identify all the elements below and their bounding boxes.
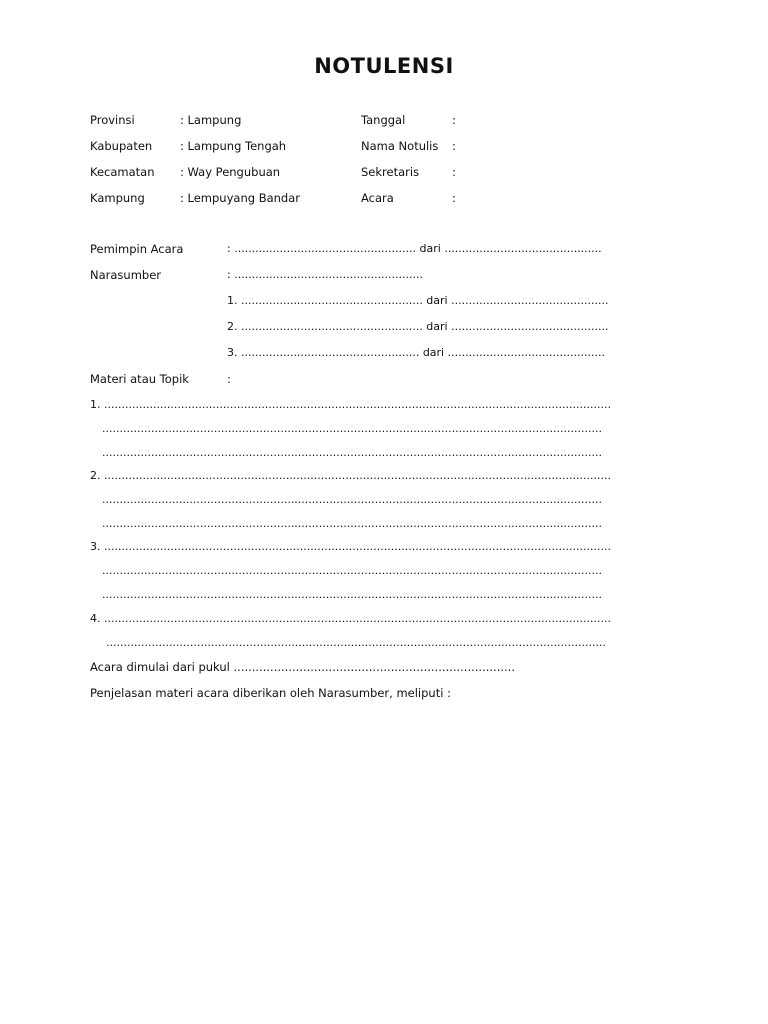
provinsi-value: : Lampung (180, 113, 242, 127)
kabupaten-value: : Lampung Tengah (180, 139, 287, 153)
penjelasan-line: Penjelasan materi acara diberikan oleh Narasumber, meliputi : (90, 686, 451, 700)
nama-notulis-label: Nama Notulis (361, 139, 439, 153)
materi-line-2: ............................................................................................................................................... (102, 422, 603, 435)
provinsi-label: Provinsi (90, 113, 135, 127)
kecamatan-label: Kecamatan (90, 165, 155, 179)
materi-line-1: 1. ................................................................................................................................................. (90, 398, 611, 411)
document-title: NOTULENSI (314, 54, 454, 78)
sekretaris-value: : (452, 165, 456, 179)
kabupaten-label: Kabupaten (90, 139, 153, 153)
kecamatan-value: : Way Pengubuan (180, 165, 281, 179)
materi-line-4: 2. ................................................................................................................................................. (90, 469, 611, 482)
materi-line-3: ............................................................................................................................................... (102, 446, 603, 459)
pemimpin-acara-label: Pemimpin Acara (90, 242, 184, 256)
acara-label: Acara (361, 191, 394, 205)
materi-label: Materi atau Topik (90, 372, 189, 386)
materi-line-7: 3. ................................................................................................................................................. (90, 540, 611, 553)
sekretaris-label: Sekretaris (361, 165, 420, 179)
materi-line-9: ............................................................................................................................................... (102, 588, 603, 601)
materi-line-11: ............................................................................................................................................... (106, 636, 607, 649)
materi-line-5: ............................................................................................................................................... (102, 493, 603, 506)
acara-mulai-line: Acara dimulai dari pukul ............................................................................. (90, 660, 515, 674)
materi-line-8: ............................................................................................................................................... (102, 564, 603, 577)
narasumber-entry-3: 3. ................................................... dari ............................................. (227, 346, 605, 359)
kampung-label: Kampung (90, 191, 145, 205)
materi-colon: : (227, 372, 231, 386)
tanggal-label: Tanggal (361, 113, 406, 127)
kampung-value: : Lempuyang Bandar (180, 191, 300, 205)
narasumber-value: : ...................................................... (227, 268, 424, 281)
materi-line-10: 4. ................................................................................................................................................. (90, 612, 611, 625)
tanggal-value: : (452, 113, 456, 127)
narasumber-label: Narasumber (90, 268, 162, 282)
nama-notulis-value: : (452, 139, 456, 153)
narasumber-entry-2: 2. .................................................... dari ............................................. (227, 320, 609, 333)
narasumber-entry-1: 1. .................................................... dari ............................................. (227, 294, 609, 307)
acara-value: : (452, 191, 456, 205)
pemimpin-acara-value: : .................................................... dari ............................................. (227, 242, 602, 255)
materi-line-6: ............................................................................................................................................... (102, 517, 603, 530)
